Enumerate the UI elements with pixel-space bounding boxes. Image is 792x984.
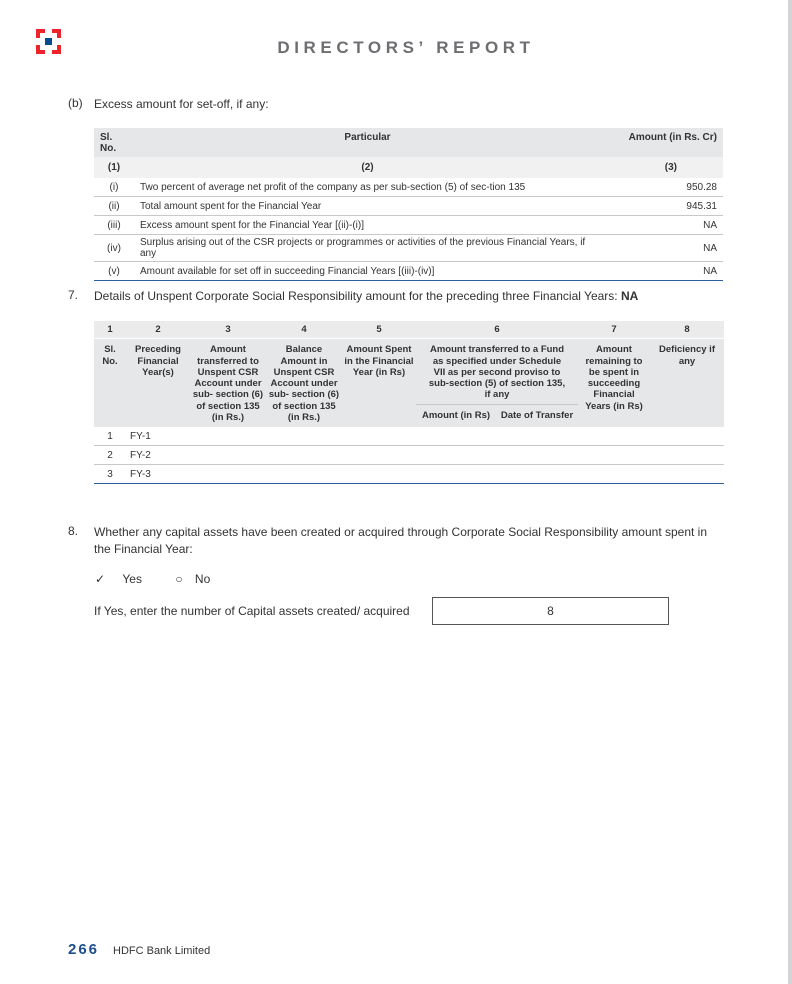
row-fy: FY-2 [126,446,190,465]
row-amount: NA [601,262,723,281]
section-7-answer: NA [620,289,639,303]
col-number: 2 [126,321,190,339]
table-row [94,427,724,446]
section-7-question: Details of Unspent Corporate Social Responsibility amount for the preceding three Financial Years: [94,289,618,303]
col-header-balance-amount: Balance Amount in Unspent CSR Account under sub- section (6) of section 135 (in Rs.) [266,339,342,427]
page-edge-rule [788,0,792,984]
col-header-particular: Particular [134,128,601,157]
row-sl: 1 [94,427,126,446]
radio-circle-icon[interactable]: ○ [175,572,183,586]
table-row [94,262,723,281]
section-8-number: 8. [68,524,79,538]
row-particular: Excess amount spent for the Financial Year [(ii)-(i)] [134,216,601,235]
col-header-amount-spent: Amount Spent in the Financial Year (in Rs) [342,339,416,427]
row-sl: 2 [94,446,126,465]
col-number: 3 [190,321,266,339]
sub-header-date-of-transfer: Date of Transfer [496,404,578,427]
company-name: HDFC Bank Limited [113,945,211,957]
row-sl: (i) [94,178,134,197]
page-number: 266 [68,941,100,958]
row-sl: 3 [94,465,126,484]
row-fy: FY-1 [126,427,190,446]
sub-header-amount: Amount (in Rs) [416,404,496,427]
col-number: 7 [578,321,650,339]
capital-assets-count-field[interactable]: 8 [432,597,669,625]
col-header-deficiency: Deficiency if any [650,339,724,427]
row-amount: 945.31 [601,197,723,216]
row-particular: Surplus arising out of the CSR projects or programmes or activities of the previous Financial Years, if any [134,235,601,262]
no-option-label: No [194,572,211,586]
checkmark-icon[interactable]: ✓ [95,572,106,586]
row-particular: Total amount spent for the Financial Year [134,197,601,216]
col-header-amount: Amount (in Rs. Cr) [601,128,723,157]
capital-assets-choice [95,572,210,586]
col-header-sl-no: Sl. No. [94,128,134,157]
table-row [94,216,723,235]
unspent-csr-table [94,321,724,484]
page-title: DIRECTORS’ REPORT [277,38,535,57]
col-number: (1) [94,157,134,178]
section-b-title: Excess amount for set-off, if any: [94,97,269,111]
col-number: 8 [650,321,724,339]
col-number: 4 [266,321,342,339]
row-particular: Amount available for set off in succeeding Financial Years [(iii)-(iv)] [134,262,601,281]
capital-assets-label: If Yes, enter the number of Capital assets created/ acquired [94,604,410,618]
col-header-preceding-fy: Preceding Financial Year(s) [126,339,190,427]
col-header-sl-no: Sl. No. [94,339,126,427]
row-amount: 950.28 [601,178,723,197]
col-number: 1 [94,321,126,339]
col-number: (2) [134,157,601,178]
table-row [94,178,723,197]
section-7-number: 7. [68,288,79,302]
section-b-label: (b) [68,96,83,110]
row-amount: NA [601,216,723,235]
row-sl: (iii) [94,216,134,235]
table-row [94,197,723,216]
row-particular: Two percent of average net profit of the company as per sub-section (5) of sec-tion 135 [134,178,601,197]
excess-amount-table [94,128,723,281]
col-number: 6 [416,321,578,339]
col-header-amount-transferred: Amount transferred to Unspent CSR Account under sub- section (6) of section 135 (in Rs.) [190,339,266,427]
row-fy: FY-3 [126,465,190,484]
row-amount: NA [601,235,723,262]
col-number: (3) [601,157,723,178]
table-row [94,235,723,262]
col-header-fund-transfer: Amount transferred to a Fund as specified under Schedule VII as per second proviso to sub-section (5) of section 135, if any [416,339,578,404]
yes-option-label: Yes [122,572,142,586]
table-row [94,446,724,465]
section-8-question: Whether any capital assets have been created or acquired through Corporate Social Responsibility amount spent in the Financial Year: [94,525,708,556]
row-sl: (v) [94,262,134,281]
table-row [94,465,724,484]
row-sl: (iv) [94,235,134,262]
section-7-title [94,288,638,305]
col-header-amount-remaining: Amount remaining to be spent in succeeding Financial Years (in Rs) [578,339,650,427]
col-number: 5 [342,321,416,339]
row-sl: (ii) [94,197,134,216]
